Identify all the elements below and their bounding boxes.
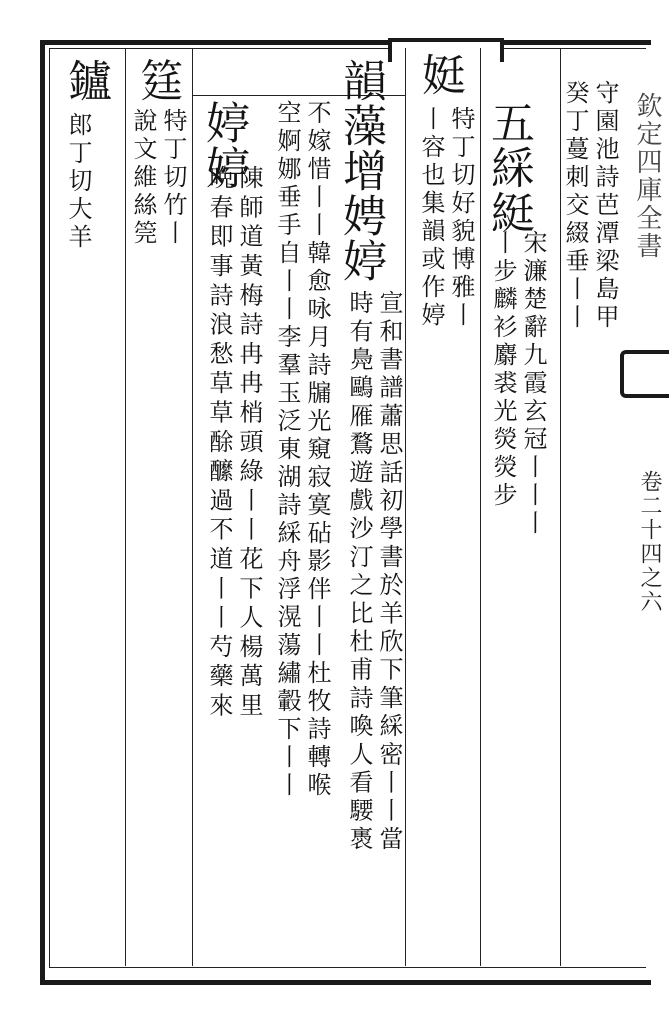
column-rule xyxy=(125,48,126,966)
yunzao-line-2: 時有鳧鷗雁鶩遊戲沙汀之比杜甫詩喚人看騕褭 xyxy=(345,290,373,854)
prev-entry-line-1: 守園池詩芭潭梁島甲 xyxy=(591,80,619,332)
margin-header-fragment: 欽定四庫全書 xyxy=(632,92,662,260)
entry-head-ting1: 筳 xyxy=(132,58,183,103)
tingting-line-1: 陳師道黃梅詩冉冉梢頭綠丨丨花下人楊萬里 xyxy=(235,165,263,722)
entry-head-tingting: 婷婷 xyxy=(198,100,249,190)
column-rule xyxy=(192,48,193,966)
entry-note-ting1-b: 說文維絲筦 xyxy=(129,108,157,248)
entry-note-wuxian-a: 宋濂楚辭九霞玄冠丨丨丨 xyxy=(519,230,547,538)
entry-note-ting2-a: 特丁切好貌博雅丨 xyxy=(447,106,475,330)
entry-note-lu: 郎丁切大羊 xyxy=(64,112,92,252)
column-rule xyxy=(480,48,481,966)
section-head-yunzao: 韻藻增娉婷 xyxy=(335,58,386,283)
column-rule xyxy=(405,48,406,966)
entry-note-wuxian-b: 丨步麟衫麝裘光熒熒步 xyxy=(489,230,517,510)
prev-entry-line-2: 癸丁蔓刺交綴垂丨丨 xyxy=(561,80,589,332)
entry-head-lu: 鑪 xyxy=(60,58,111,103)
entry-note-ting2-b: 丨容也集韻或作婷 xyxy=(417,106,445,330)
fish-tail-mark xyxy=(620,350,669,398)
entry-note-ting1-a: 特丁切竹丨 xyxy=(159,108,187,248)
entry-head-wuxian: 五綵綎 xyxy=(483,100,534,235)
tingting-line-3: 不嫁惜丨丨韓愈咏月詩牖光窺寂寞砧影伴丨丨杜牧詩轉喉 xyxy=(303,100,331,800)
entry-head-ting2: 娗 xyxy=(414,52,465,97)
yunzao-line-1: 宣和書譜蕭思話初學書於羊欣下筆綵密丨丨當 xyxy=(375,290,403,854)
tingting-line-2: 晩春即事詩浪愁草草酴醿過不道丨丨芍藥來 xyxy=(205,165,233,722)
tingting-line-4: 空婀娜垂手自丨丨李羣玉泛東湖詩綵舟浮滉蕩繡轂下丨丨 xyxy=(273,100,301,800)
margin-volume-label: 卷二十四之六 xyxy=(637,470,662,614)
